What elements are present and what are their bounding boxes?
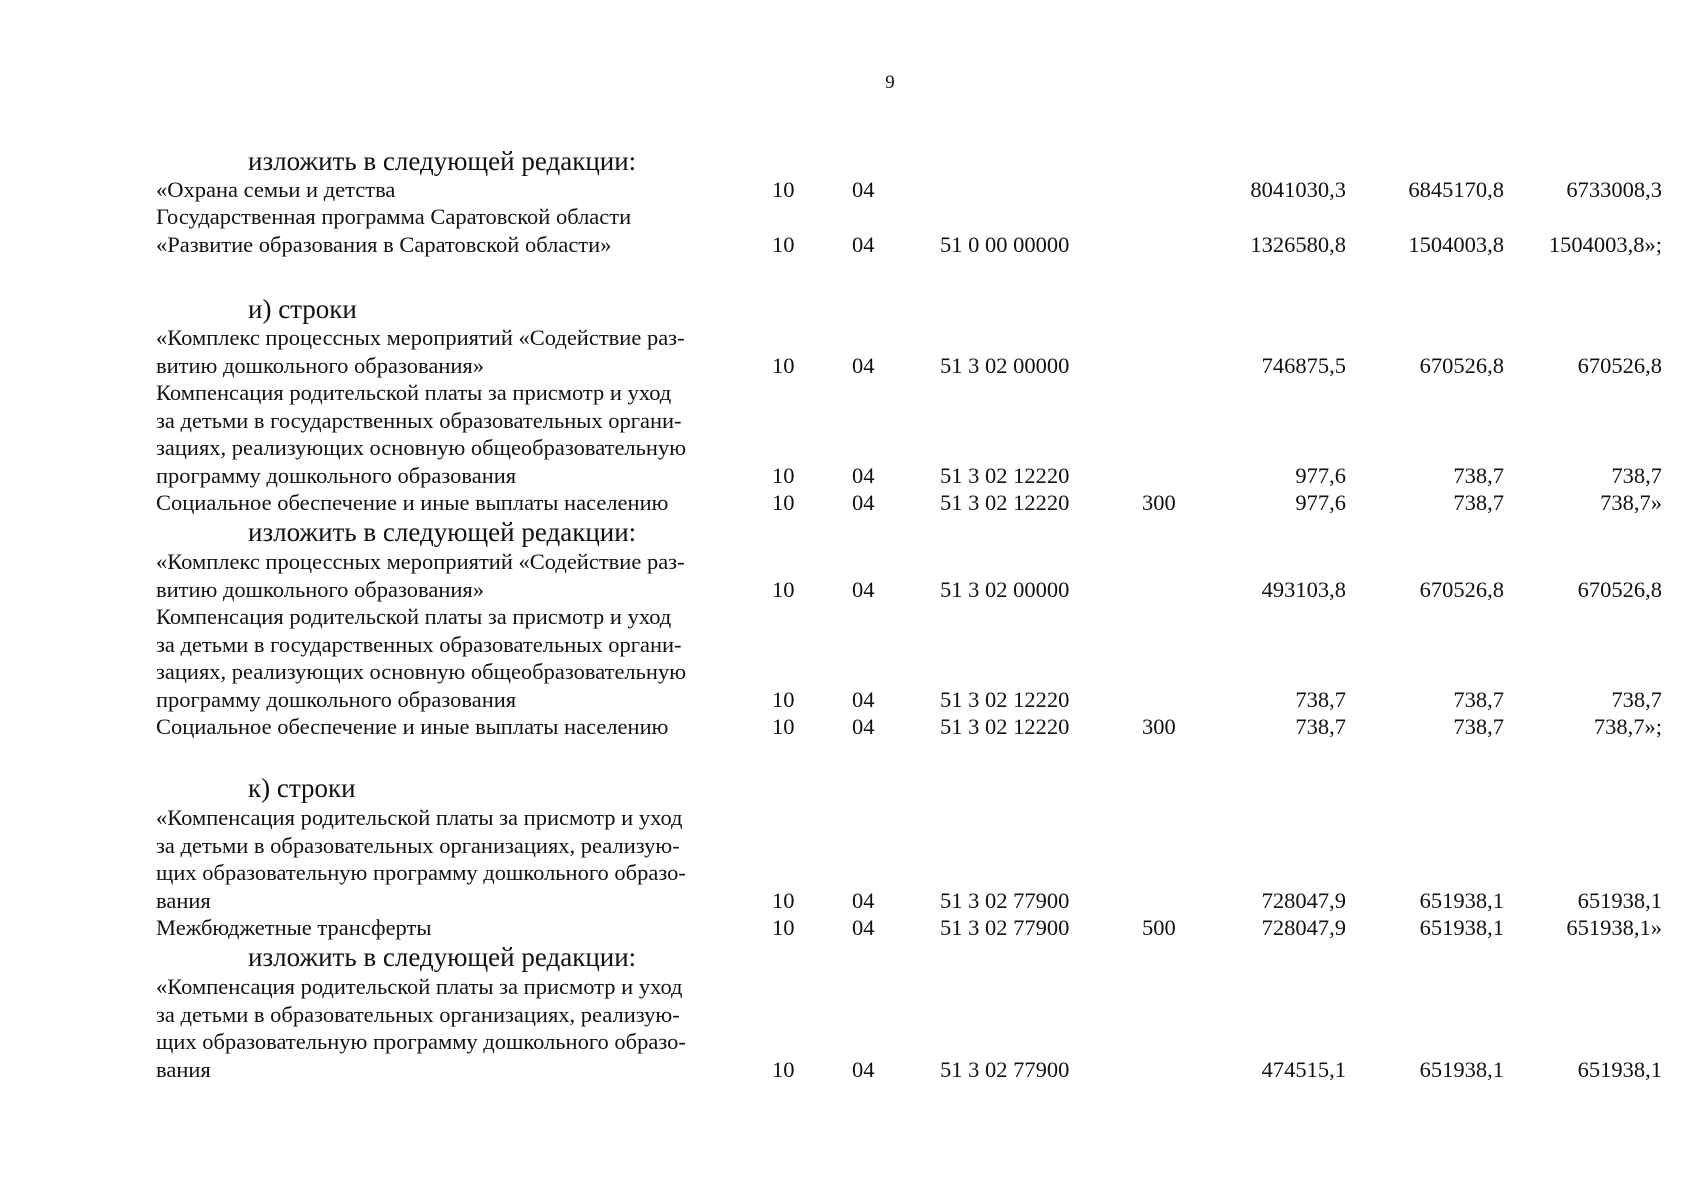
subsection-code: 04 [852,1056,875,1082]
amount-year-2: 670526,8 [1419,576,1504,602]
table-row [0,713,1697,741]
table-row [0,804,1697,914]
row-description: «Охрана семьи и детства [156,177,396,202]
amount-year-2: 651938,1 [1419,1056,1504,1082]
amount-year-2: 6845170,8 [1408,177,1504,202]
target-article-code: 51 3 02 00000 [940,576,1070,602]
amount-year-3: 1504003,8»; [1548,231,1662,257]
row-description: Социальное обеспечение и иные выплаты населению [156,714,669,739]
amount-year-3: 738,7» [1600,490,1662,515]
amount-year-2: 738,7 [1453,686,1504,712]
expense-type-code: 300 [1142,714,1176,739]
amount-year-2: 651938,1 [1419,887,1504,913]
subsection-code: 04 [852,887,875,913]
amount-year-2: 1504003,8 [1408,231,1504,257]
row-description: «Комплекс процессных мероприятий «Содействие раз- витию дошкольного образования» [156,549,685,602]
target-article-code: 51 3 02 77900 [940,887,1070,913]
subsection-code: 04 [852,352,875,378]
subsection-code: 04 [852,490,875,515]
target-article-code: 51 3 02 77900 [940,915,1070,940]
section-code: 10 [772,177,795,202]
amount-year-1: 977,6 [1295,462,1346,488]
section-heading: изложить в следующей редакции: [248,517,637,547]
expense-type-code: 300 [1142,490,1176,515]
table-row [0,324,1697,379]
subsection-code: 04 [852,714,875,739]
amount-year-3: 670526,8 [1577,576,1662,602]
row-description: «Комплекс процессных мероприятий «Содействие раз- витию дошкольного образования» [156,325,685,378]
expense-type-code: 500 [1142,915,1176,940]
table-row [0,973,1697,1083]
amount-year-1: 738,7 [1295,686,1346,712]
target-article-code: 51 3 02 77900 [940,1056,1070,1082]
subsection-code: 04 [852,177,875,202]
amount-year-1: 474515,1 [1261,1056,1346,1082]
subsection-code: 04 [852,576,875,602]
subsection-code: 04 [852,231,875,257]
table-row [0,176,1697,204]
target-article-code: 51 3 02 00000 [940,352,1070,378]
section-heading: и) строки [248,294,357,324]
row-description: Социальное обеспечение и иные выплаты населению [156,490,669,515]
amount-year-3: 670526,8 [1577,352,1662,378]
amount-year-2: 738,7 [1453,462,1504,488]
amount-year-2: 670526,8 [1419,352,1504,378]
table-row [0,914,1697,942]
amount-year-3: 651938,1 [1577,887,1662,913]
row-description: Межбюджетные трансферты [156,915,432,940]
amount-year-3: 651938,1 [1577,1056,1662,1082]
amount-year-1: 728047,9 [1261,915,1346,940]
amount-year-3: 6733008,3 [1566,177,1662,202]
row-description: Государственная программа Саратовской области «Развитие образования в Саратовской области» [156,204,632,257]
row-description: «Компенсация родительской платы за присмотр и уход за детьми в образовательных организациях, реализую- щих образовательную программу дошкольного образо- вания [156,805,686,913]
amount-year-1: 746875,5 [1261,352,1346,378]
section-code: 10 [772,1056,795,1082]
target-article-code: 51 0 00 00000 [940,231,1070,257]
section-code: 10 [772,686,795,712]
amount-year-1: 728047,9 [1261,887,1346,913]
amount-year-3: 738,7»; [1593,714,1662,739]
section-code: 10 [772,462,795,488]
section-heading: изложить в следующей редакции: [248,146,637,176]
subsection-code: 04 [852,915,875,940]
amount-year-3: 651938,1» [1566,915,1662,940]
amount-year-1: 1326580,8 [1250,231,1346,257]
section-heading: изложить в следующей редакции: [248,942,637,972]
section-code: 10 [772,887,795,913]
section-code: 10 [772,915,795,940]
target-article-code: 51 3 02 12220 [940,490,1070,515]
section-code: 10 [772,231,795,257]
amount-year-2: 738,7 [1453,490,1504,515]
section-code: 10 [772,490,795,515]
amount-year-1: 493103,8 [1261,576,1346,602]
subsection-code: 04 [852,686,875,712]
table-row [0,203,1697,258]
amount-year-3: 738,7 [1611,686,1662,712]
target-article-code: 51 3 02 12220 [940,714,1070,739]
section-code: 10 [772,352,795,378]
amount-year-1: 8041030,3 [1250,177,1346,202]
amount-year-2: 738,7 [1453,714,1504,739]
table-row [0,548,1697,603]
target-article-code: 51 3 02 12220 [940,462,1070,488]
amount-year-3: 738,7 [1611,462,1662,488]
row-description: Компенсация родительской платы за присмотр и уход за детьми в государственных образовательных органи- зациях, реализующих основную общеобразовательную программу дошкольного образования [156,380,687,488]
section-code: 10 [772,576,795,602]
amount-year-1: 738,7 [1295,714,1346,739]
table-row [0,603,1697,713]
page-number: 9 [885,72,895,93]
amount-year-2: 651938,1 [1419,915,1504,940]
table-row [0,379,1697,489]
table-row [0,489,1697,517]
target-article-code: 51 3 02 12220 [940,686,1070,712]
row-description: «Компенсация родительской платы за присмотр и уход за детьми в образовательных организациях, реализую- щих образовательную программу дошкольного образо- вания [156,974,686,1082]
row-description: Компенсация родительской платы за присмотр и уход за детьми в государственных образовательных органи- зациях, реализующих основную общеобразовательную программу дошкольного образования [156,604,687,712]
section-heading: к) строки [248,773,356,803]
subsection-code: 04 [852,462,875,488]
section-code: 10 [772,714,795,739]
amount-year-1: 977,6 [1295,490,1346,515]
